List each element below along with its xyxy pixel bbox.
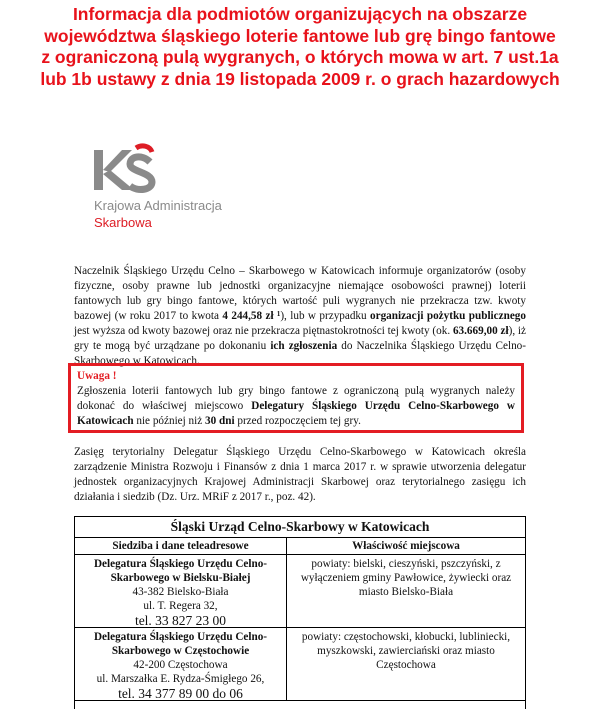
warning-title: Uwaga ! bbox=[77, 370, 117, 382]
office-phone: tel. 33 827 23 00 bbox=[134, 613, 227, 628]
logo-text-line2: Skarbowa bbox=[94, 215, 152, 230]
office-phone: tel. 34 377 89 00 do 06 bbox=[118, 686, 243, 701]
office-table-header bbox=[75, 538, 525, 555]
scope-paragraph: Zasięg terytorialny Delegatur Śląskiego Urzędu Celno-Skarbowego w Katowicach określa zarządzenie Ministra Rozwoju i Finansów z dnia 1 marca 2017 r. w sprawie utworzenia delegatur jednostek organizacyjnych Krajowej Administracji Skarbowej oraz terytorialnego zasięgu ich działania i siedzib (Dz. Urz. MRiF z 2017 r., poz. 42). bbox=[74, 446, 526, 503]
kas-logo-icon bbox=[92, 142, 162, 194]
intro-paragraph: Naczelnik Śląskiego Urzędu Celno – Skarbowego w Katowicach informuje organizatorów (osoby fizyczne, osoby prawne lub jednostki organizacyjne niemające osobowości prawnej) loterii fantowych lub gry bingo fantowe, których wartość puli wygranych nie przekracza tzw. kwoty bazowej (w roku 2017 to kwota 4 244,58 zł ¹), lub w przypadku organizacji pożytku publicznego jest wyższa od kwoty bazowej oraz nie przekracza piętnastokrotności tej kwoty (ok. 63.669,00 zł), iż gry te mogą być urządzane po dokonaniu ich zgłoszenia do Naczelnika Śląskiego Urzędu Celno- Skarbowego w Katowicach. bbox=[74, 265, 527, 367]
header-seat: Siedziba i dane teleadresowe bbox=[75, 538, 287, 554]
office-table-title: Śląski Urząd Celno-Skarbowy w Katowicach bbox=[75, 517, 525, 538]
warning-text: Zgłoszenia loterii fantowych lub gry bingo fantowe z ograniczoną pulą wygranych należy dokonać do właściwej miejscowo Delegatury Śląskiego Urzędu Celno-Skarbowego w Katowicach nie później niż 30 dni przed rozpoczęciem tej gry. bbox=[77, 385, 515, 427]
kas-logo bbox=[92, 142, 292, 232]
office-name: Delegatura Śląskiego Urzędu Celno-Skarbowego w Bielsku-Białej bbox=[93, 558, 268, 584]
office-address bbox=[75, 628, 287, 700]
office-table bbox=[74, 516, 526, 709]
table-row bbox=[75, 628, 525, 701]
table-row bbox=[75, 555, 525, 628]
office-postal: 42-200 Częstochowa bbox=[133, 659, 228, 671]
office-street: ul. Marszałka E. Rydza-Śmigłego 26, bbox=[96, 673, 265, 685]
office-street: ul. T. Regera 32, bbox=[143, 600, 218, 612]
office-name: Delegatura Śląskiego Urzędu Celno-Skarbowego w Częstochowie bbox=[93, 631, 268, 657]
warning-box bbox=[68, 363, 524, 433]
office-area: powiaty: bielski, cieszyński, pszczyński, z wyłączeniem gminy Pawłowice, żywiecki oraz miasto Bielsko-Biała bbox=[300, 558, 512, 598]
header-jurisdiction: Właściwość miejscowa bbox=[352, 540, 460, 552]
office-address bbox=[75, 555, 287, 627]
office-area: powiaty: częstochowski, kłobucki, lubliniecki, myszkowski, zawierciański oraz miasto Częstochowa bbox=[301, 631, 511, 671]
office-postal: 43-382 Bielsko-Biała bbox=[132, 586, 229, 598]
logo-text-line1: Krajowa Administracja bbox=[94, 198, 222, 213]
page-title: Informacja dla podmiotów organizujących na obszarze województwa śląskiego loterie fantowe lub grę bingo fantowe z ograniczoną pulą wygranych, o których mowa w art. 7 ust.1a lub 1b ustawy z dnia 19 listopada 2009 r. o grach hazardowych bbox=[40, 4, 560, 89]
